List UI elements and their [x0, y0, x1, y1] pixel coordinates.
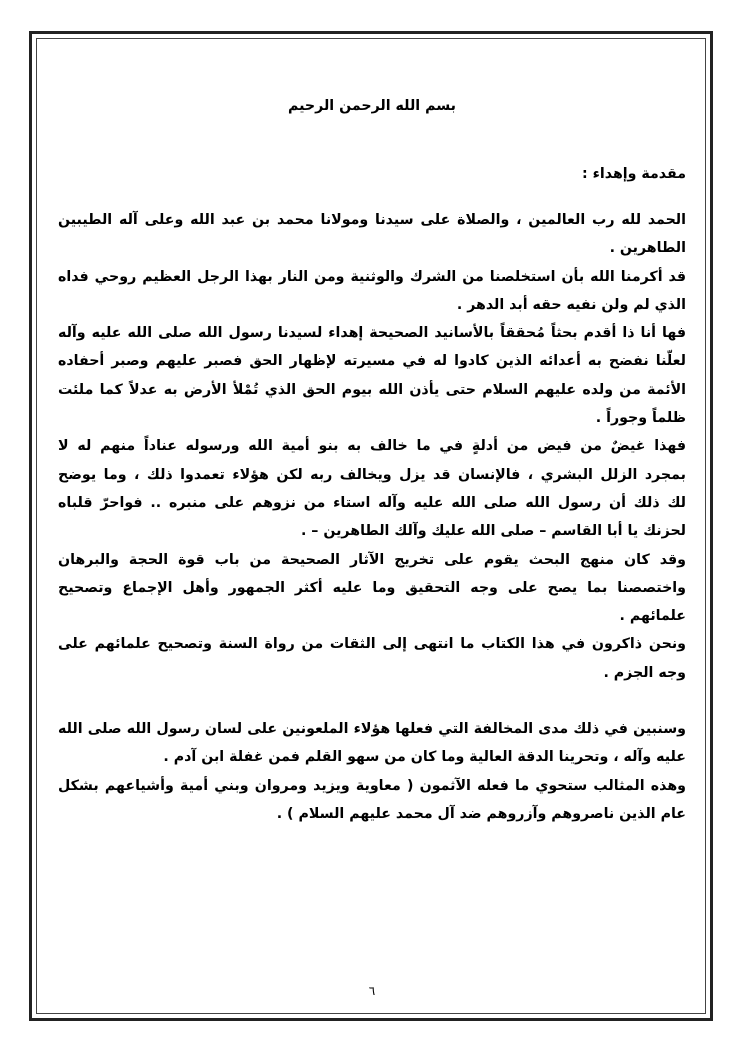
paragraph-line: لك ذلك أن رسول الله صلى الله عليه وآله استاء من نزوهم على منبره .. فواحرّ قلباه — [58, 494, 686, 511]
paragraph-line: بمجرد الزلل البشري ، فالإنسان قد يزل ويخالف ربه لكن هؤلاء تعمدوا ذلك ، وما يوضح — [58, 466, 686, 483]
paragraph-line: الذي لم ولن نفيه حقه أبد الدهر . — [456, 296, 686, 313]
paragraph-line: الأئمة من ولده عليهم السلام حتى يأذن الله بيوم الحق الذي تُمْلأ الأرض به عدلاً كما ملئت — [58, 381, 686, 398]
page-number: ٦ — [368, 984, 376, 998]
paragraph-line: ونحن ذاكرون في هذا الكتاب ما انتهى إلى الثقات من رواة السنة وتصحيح علمائهم على — [58, 636, 686, 653]
document-body — [58, 92, 686, 828]
paragraph-line: عليه وآله ، وتحرينا الدقة العالية وما كان من سهو القلم فمن غفلة ابن آدم . — [163, 749, 686, 766]
paragraph-line: لعلّنا نفضح به أعدائه الذين كادوا له في مسيرته لإظهار الحق فصبر عليهم وصبر أحفاده — [58, 353, 686, 370]
paragraph-gap — [58, 687, 686, 715]
paragraph-line: عام الذين ناصروهم وآزروهم ضد آل محمد عليهم السلام ) . — [276, 805, 686, 822]
paragraph-line: فها أنا ذا أقدم بحثاً مُحققاً بالأسانيد الصحيحة إهداء لسيدنا رسول الله صلى الله عليه وآله — [58, 325, 686, 342]
paragraph-line: علمائهم . — [619, 608, 686, 625]
section-heading: مقدمة وإهداء : — [582, 166, 686, 182]
paragraph-line: وجه الجزم . — [603, 664, 686, 681]
paragraph-line: لحزنك يا أبا القاسم – صلى الله عليك وآلك الطاهرين – . — [300, 523, 686, 540]
paragraph-line: الحمد لله رب العالمين ، والصلاة على سيدنا ومولانا محمد بن عبد الله وعلى آله الطيبين — [58, 212, 686, 228]
paragraph-line: واختصصنا بما يصح على وجه التحقيق وما عليه أكثر الجمهور وأهل الإجماع وتصحيح — [58, 579, 686, 596]
paragraph-line: وسنبين في ذلك مدى المخالفة التي فعلها هؤلاء الملعونين على لسان رسول الله صلى الله — [58, 721, 686, 738]
paragraph-line: قد أكرمنا الله بأن استخلصنا من الشرك والوثنية ومن النار بهذا الرجل العظيم روحي فداه — [58, 268, 686, 285]
paragraph-line: ظلماً وجوراً . — [595, 410, 686, 427]
paragraph-line: الطاهرين . — [609, 240, 686, 257]
paragraph-line: وقد كان منهج البحث يقوم على تخريج الآثار الصحيحة من باب قوة الحجة والبرهان — [58, 551, 686, 568]
paragraph-line: وهذه المثالب ستحوي ما فعله الآثمون ( معاوية ويزيد ومروان وبني أمية وأشياعهم بشكل — [58, 777, 686, 794]
basmala: بسم الله الرحمن الرحيم — [288, 98, 456, 114]
paragraph-line: فهذا غيضٌ من فيض من أدلةٍ في ما خالف به بنو أمية الله ورسوله عناداً منهم له لا — [58, 438, 686, 455]
